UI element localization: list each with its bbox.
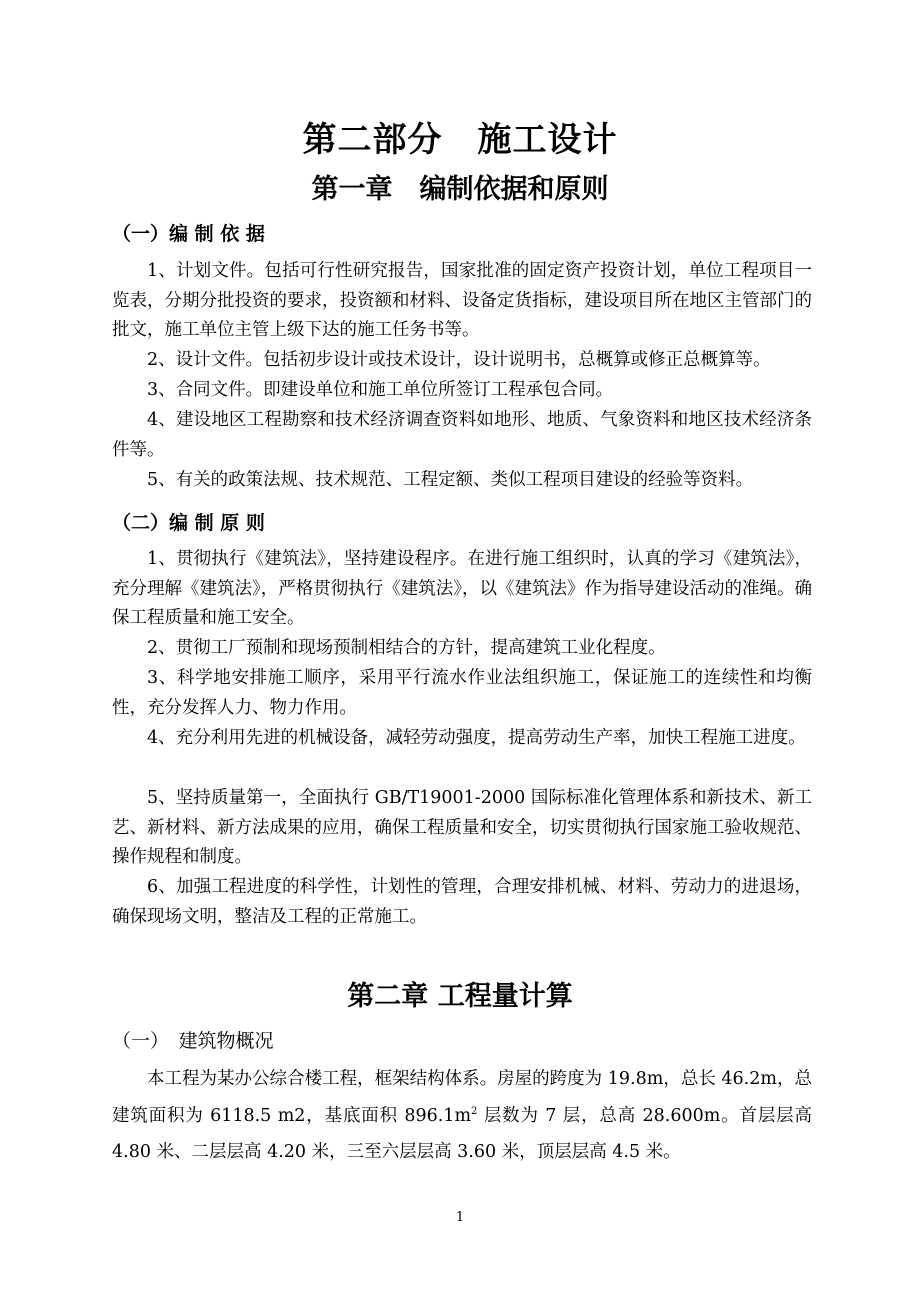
paragraph: 4、建设地区工程勘察和技术经济调查资料如地形、地质、气象资料和地区技术经济条件等。 <box>112 410 812 460</box>
paragraph: 1、计划文件。包括可行性研究报告，国家批准的固定资产投资计划，单位工程项目一览表，分期分批投资的要求，投资额和材料、设备定货指标，建设项目所在地区主管部门的批文，施工单位主管上级下达的施工任务书等。 <box>112 261 812 340</box>
paragraph: 5、有关的政策法规、技术规范、工程定额、类似工程项目建设的经验等资料。 <box>147 470 754 490</box>
paragraph: 4、充分利用先进的机械设备，减轻劳动强度，提高劳动生产率，加快工程施工进度。 <box>147 728 806 748</box>
section-heading: （二）编 制 原 则 <box>112 512 265 534</box>
paragraph: 5、坚持质量第一，全面执行 GB/T19001-2000 国际标准化管理体系和新技术、新工艺、新材料、新方法成果的应用，确保工程质量和安全，切实贯彻执行国家施工验收规范、操作规程和制度。 <box>112 788 812 867</box>
paragraph: 3、科学地安排施工顺序，采用平行流水作业法组织施工，保证施工的连续性和均衡性，充分发挥人力、物力作用。 <box>112 668 812 718</box>
page-number: 1 <box>455 1210 465 1225</box>
overview-text: 本工程为某办公综合楼工程，框架结构体系。房屋的跨度为 19.8m，总长 46.2m，总建筑面积为 6118.5 m2，基底面积 896.1m <box>112 1069 812 1126</box>
paragraph: 2、设计文件。包括初步设计或技术设计，设计说明书，总概算或修正总概算等。 <box>147 350 771 370</box>
part-title: 第二部分 施工设计 <box>302 120 618 160</box>
section-heading: （一） 建筑物概况 <box>112 1030 274 1052</box>
overview-paragraph <box>112 1061 812 1171</box>
superscript: 2 <box>471 1105 478 1117</box>
paragraph: 3、合同文件。即建设单位和施工单位所签订工程承包合同。 <box>147 380 614 400</box>
overview-text: 层数为 7 层，总高 28.600m。首层层高 4.80 米、二层层高 4.20 米，三至六层层高 3.60 米，顶层层高 4.5 米。 <box>112 1105 812 1162</box>
chapter-title: 第一章 编制依据和原则 <box>311 174 609 205</box>
chapter-title: 第二章 工程量计算 <box>347 981 573 1012</box>
paragraph: 1、贯彻执行《建筑法》，坚持建设程序。在进行施工组织时，认真的学习《建筑法》，充分理解《建筑法》，严格贯彻执行《建筑法》，以《建筑法》作为指导建设活动的准绳。确保工程质量和施工安全。 <box>112 549 812 628</box>
section-heading: （一）编 制 依 据 <box>112 223 265 245</box>
paragraph: 6、加强工程进度的科学性，计划性的管理，合理安排机械、材料、劳动力的进退场，确保现场文明，整洁及工程的正常施工。 <box>112 877 812 927</box>
paragraph: 2、贯彻工厂预制和现场预制相结合的方针，提高建筑工业化程度。 <box>147 638 666 658</box>
